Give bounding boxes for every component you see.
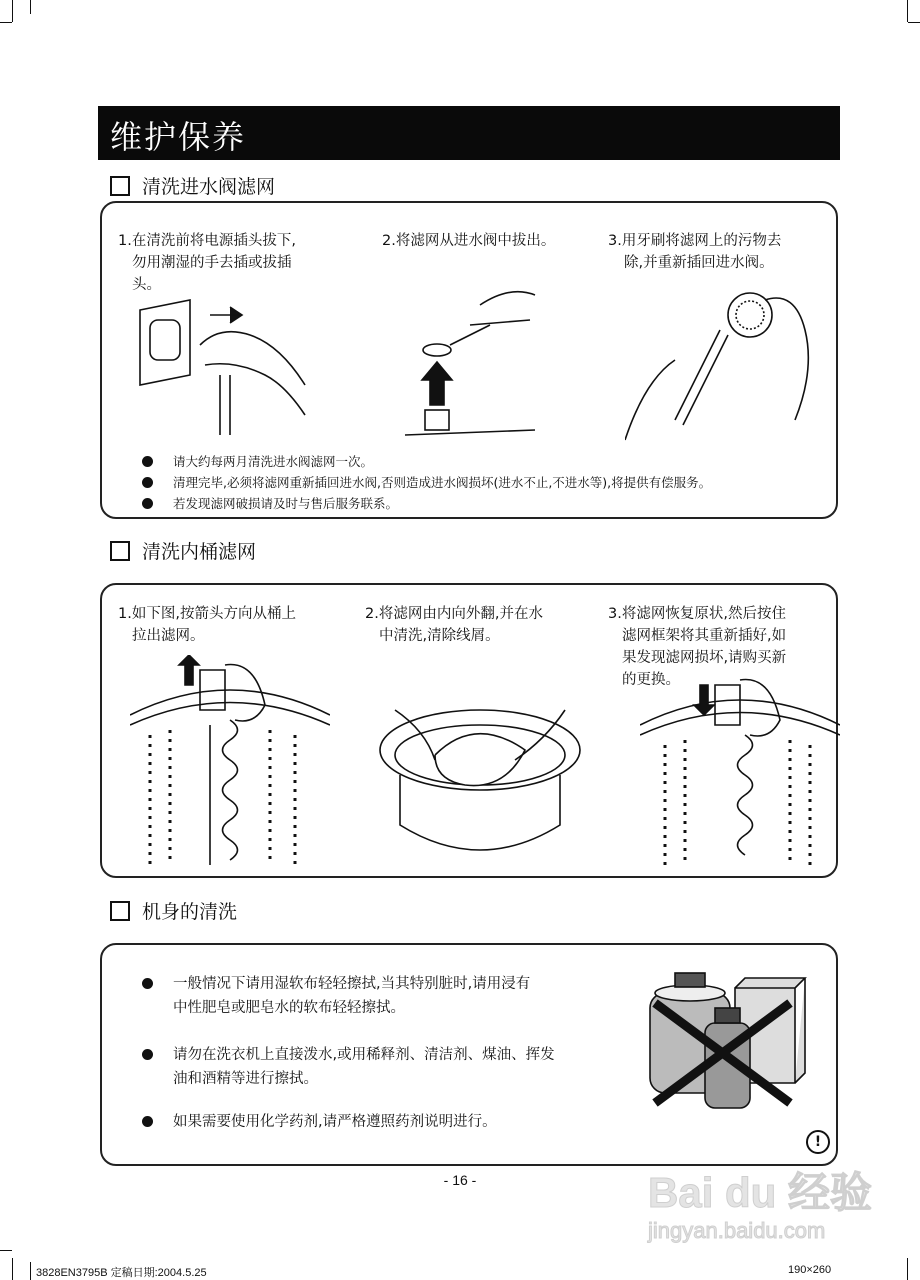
crop-mark [12, 1258, 13, 1280]
checkbox-icon [110, 901, 130, 921]
step-3: 3.用牙刷将滤网上的污物去 除,并重新插回进水阀。 [608, 233, 782, 271]
warning-icon: ! [806, 1130, 830, 1154]
checkbox-icon [110, 176, 130, 196]
bullet-icon [142, 498, 153, 509]
section-heading [110, 537, 256, 564]
step-1: 1.如下图,按箭头方向从桶上 拉出滤网。 [118, 606, 296, 644]
crop-mark [908, 22, 920, 23]
bullet-icon [142, 1049, 153, 1060]
step-1: 1.在清洗前将电源插头拔下, 勿用潮湿的手去插或拔插 头。 [118, 233, 296, 293]
step-3: 3.将滤网恢复原状,然后按住 滤网框架将其重新插好,如 果发现滤网损坏,请购买新 的更换。 [608, 606, 787, 688]
crop-mark [0, 1250, 12, 1251]
note-item: 清理完毕,必须将滤网重新插回进水阀,否则造成进水阀损坏(进水不止,不进水等),将提供有偿服务。 [142, 473, 711, 491]
crop-mark [12, 0, 13, 22]
wash-filter-illustration [375, 700, 585, 870]
note-item: 一般情况下请用湿软布轻轻擦拭,当其特别脏时,请用浸有 中性肥皂或肥皂水的软布轻轻擦拭。 [142, 972, 530, 1020]
note-item: 请勿在洗衣机上直接泼水,或用稀释剂、清洁剂、煤油、挥发 油和酒精等进行擦拭。 [142, 1043, 555, 1091]
chemicals-prohibited-illustration [640, 968, 810, 1113]
page-number: - 16 - [443, 1172, 477, 1188]
step-2: 2.将滤网由内向外翻,并在水 中清洗,清除线屑。 [365, 606, 543, 644]
crop-mark [30, 0, 31, 14]
bullet-icon [142, 1116, 153, 1127]
section-heading-text: 清洗进水阀滤网 [142, 176, 276, 198]
reinsert-filter-illustration [640, 675, 840, 870]
crop-mark [0, 22, 12, 23]
bullet-icon [142, 477, 153, 488]
footer-code: 3828EN3795B 定稿日期:2004.5.25 [36, 1267, 207, 1279]
section-heading-text: 机身的清洗 [142, 901, 238, 923]
checkbox-icon [110, 541, 130, 561]
note-item: 请大约每两月清洗进水阀滤网一次。 [142, 452, 373, 470]
note-item: 若发现滤网破损请及时与售后服务联系。 [142, 494, 398, 512]
step-2: 2.将滤网从进水阀中拔出。 [382, 233, 556, 249]
section-heading [110, 172, 275, 199]
section-heading [110, 897, 237, 924]
watermark-logo: Bai du 经验 [648, 1169, 873, 1216]
toothbrush-illustration [625, 280, 825, 450]
bullet-icon [142, 978, 153, 989]
pull-filter-illustration [130, 655, 330, 870]
footer-size: 190×260 [788, 1264, 832, 1276]
crop-mark [907, 1258, 908, 1280]
page-title: 维护保养 [110, 118, 247, 156]
plug-illustration [130, 295, 310, 445]
watermark-url: jingyan.baidu.com [648, 1218, 826, 1243]
bullet-icon [142, 456, 153, 467]
crop-mark [30, 1262, 31, 1280]
page-title-bar [98, 106, 840, 160]
crop-mark [907, 0, 908, 22]
inlet-valve-illustration [400, 285, 540, 445]
section-heading-text: 清洗内桶滤网 [142, 541, 257, 563]
note-item: 如果需要使用化学药剂,请严格遵照药剂说明进行。 [142, 1110, 497, 1134]
